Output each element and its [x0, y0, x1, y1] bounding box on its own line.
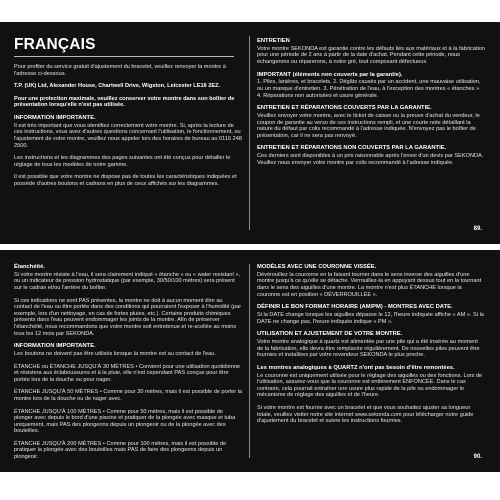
covered-heading: ENTRETIEN ET RÉPARATIONS COUVERTS PAR LA GARANTIE. — [257, 105, 432, 112]
exclusions-heading: IMPORTANT (éléments non couverts par la garantie). — [257, 71, 403, 78]
not-covered-text: Ces derniers sont disponibles à un prix raisonnable après l'envoi d'un devis par SEKONDA. Veuillez nous envoyer votre montre par colis recommandé à l'adresse indiquée. — [257, 153, 484, 166]
title-divider — [14, 56, 234, 57]
exclusions-list: 1. Piles, lanières, et bracelets. 2. Dégâts causés par un accident, une mauvaise utilisation, ou un manque d'entretien. 3. Pénétration de l'eau, à l'exception des montres « étanches ». 4. Réparations non autorisées et usure générale. — [257, 79, 481, 99]
return-address: T.P. (UK) Ltd, Alexander House, Chartwell Drive, Wigston, Leicester LE18 2EZ. — [14, 83, 221, 90]
bracelet-text: Si votre montre est fournie avec un bracelet et que vous souhaitez ajuster sa longueur totale, veuillez visiter notre site internet www.sekonda.com pour télécharger notre guide d'ajustement du bracelet et suivre les instructions fournies. — [257, 404, 474, 425]
rating-30m: ÉTANCHE ou ÉTANCHE JUSQU'À 30 MÈTRES • Convient pour une utilisation quotidienne et résistera aux éclaboussures et à la pluie, elle n'est cependant PAS conçue pour être portée lors de la douche ou pour nager. — [14, 363, 241, 383]
use-heading: UTILISATION ET AJUSTEMENT DE VOTRE MONTRE. — [257, 331, 403, 338]
left-column — [14, 264, 242, 467]
manual-page-90 — [0, 250, 500, 472]
info-heading: INFORMATION IMPORTANTE. — [14, 114, 96, 121]
screw-crown-heading: MODÈLES AVEC UNE COURONNE VISSÉE. — [257, 264, 377, 270]
diagrams-text: Les instructions et les diagrammes des pages suivantes ont été conçus pour détailler le réglage de tous les modèles de notre gamme. — [14, 155, 231, 168]
manual-page-89 — [0, 22, 500, 244]
features-text: Il est possible que votre montre ne dispose pas de toutes les caractéristiques indiquées et possède d'autres boutons et cadrans en plus de ceux affichés sur les diagrammes. — [14, 174, 237, 187]
column-divider — [249, 36, 250, 230]
right-column — [257, 264, 485, 431]
rating-200m: ÉTANCHE JUSQU'À 200 MÈTRES • Comme pour 100 mètres, mais il est possible de pratiquer la plongée avec des bouteilles mais PAS de faire des plongeons depuis un plongeoir. — [14, 440, 227, 461]
screw-crown-text: Dévérouillez la couronne en la faisant tourner dans le sens inverse des aiguilles d'une montre jusqu'à ce qu'elle se détache. Verrouillez-la en appuyant dessus tout en la tournant dans le sens des aiguilles d'une montre. La montre n'est plus ÉTANCHE lorsque la couronne est en position « DÉVERROUILLÉE ». — [257, 271, 482, 298]
am-pm-heading: DÉFINIR LE BON FORMAT HORAIRE (AM/PM) - MONTRES AVEC DATE. — [257, 304, 453, 311]
intro-text: Pour profiter du service gratuit d'ajustement du bracelet, veuillez renvoyer la montre à l'adresse ci-dessous. — [14, 64, 226, 77]
water-resistance-text: Si votre montre résiste à l'eau, il sera clairement indiqué « étanche » ou « water resistant », ou un indicateur de pression hydrostatique (par exemple, 30/50/100 mètres) sera présent sur le cadran et/ou l'arrière du boîtier. — [14, 271, 241, 291]
right-column — [257, 38, 485, 172]
water-resistance-heading: Étanchéité. — [14, 264, 45, 270]
maintenance-heading: ENTRETIEN — [257, 38, 290, 44]
not-covered-heading: ENTRETIEN ET RÉPARATIONS NON COUVERTS PAR LA GARANTIE. — [257, 145, 447, 152]
info-text: Il est très important que vous identifiez correctement votre montre. Si, après la lecture de ces instructions, vous avez d'autres questions concernant l'utilisation, le fonctionnement, ou l'ajustement de votre montre, veuillez nous appeler lors des horaires de bureau au 0116 248 2500. — [14, 122, 242, 149]
left-column — [14, 64, 242, 194]
protection-note: Pour une protection maximale, veuillez conserver votre montre dans son boîtier de présentation lorsqu'elle n'est pas utilisée. — [14, 95, 235, 109]
important-info-text: Les boutons ne doivent pas être utilisés lorsque la montre est au contact de l'eau. — [14, 350, 216, 357]
page-number: 89. — [473, 226, 482, 232]
important-info-heading: INFORMATION IMPORTANTE. — [14, 343, 96, 350]
quartz-heading: Les montres analogiques à QUARTZ n'ont pas besoin d'être remontées. — [257, 364, 455, 371]
maintenance-text: Votre montre SEKONDA est garantie contre les défauts liés aux matériaux et à la fabrication pour une période de 2 ans à partir de la date d'achat. Pendant cette période, nous échangerons ou réparerons, à notre gré, tout composant défectueux. — [257, 45, 485, 65]
covered-text: Veuillez envoyer votre montre, avec le ticket de caisse ou la preuve d'achat du vendeur, le coupon de garantie au verso de ces instructions rempli, et une courte note détaillant la nature du défaut par colis recommandé à l'adresse indiquée. N'envoyez pas le boîtier de présentation, car il ne sera pas renvoyé. — [257, 112, 480, 139]
column-divider — [249, 264, 250, 458]
water-resistance-text-2: Si ces indications ne sont PAS présentes, la montre ne doit à aucun moment être au contact de l'eau ou être portée dans des conditions qui pourraient l'exposer à l'humidité (par exemple, lors d'un nettoyage, en cas de fortes pluies, etc.). Certains produits chimiques présents dans l'eau peuvent endommager les joints de la montre. Afin de préserver l'étanchéité, nous recommandons que votre montre soit entretenue et re-scellée au moins tous les 12 mois par SEKONDA. — [14, 297, 242, 337]
page-number: 90. — [473, 454, 482, 460]
use-text: Votre montre analogique à quartz est alimentée par une pile qui a été insérée au moment de la fabrication, elle devra être remplacée régulièrement. De nouvelles piles peuvent être fournies et installées par votre revendeur SEKONDA le plus proche. — [257, 338, 480, 359]
rating-50m: ÉTANCHE JUSQU'À 50 MÈTRES • Comme pour 30 mètres, mais il est possible de porter la montre lors de la douche ou de nager avec. — [14, 389, 242, 402]
page-title: FRANÇAIS — [14, 36, 96, 53]
rating-100m: ÉTANCHE JUSQU'À 100 MÈTRES • Comme pour 50 mètres, mais il est possible de plonger avec depuis le bord d'une piscine et pratiquer de la plongée avec masque et tuba uniquement, mais PAS des plongeons depuis un plongeoir ou de la plongée avec des bouteilles. — [14, 408, 236, 435]
am-pm-text: Si la DATE change lorsque les aiguilles dépasse le 12, l'heure indiquée affiche « AM ». Si la DATE ne change pas, l'heure indiquée indique « PM ». — [257, 311, 484, 325]
quartz-text: Le couronne est uniquement utilisée pour le réglage des aiguilles ou des fonctions. Lors de l'utilisation, assurez-vous que la couronne est entièrement ENFONCÉE. Dans le cas contraire, cela pourrait entraîner une usure plus rapide de la pile ou endommager le mécanisme de réglage des aiguilles et de l'heure. — [257, 372, 483, 399]
